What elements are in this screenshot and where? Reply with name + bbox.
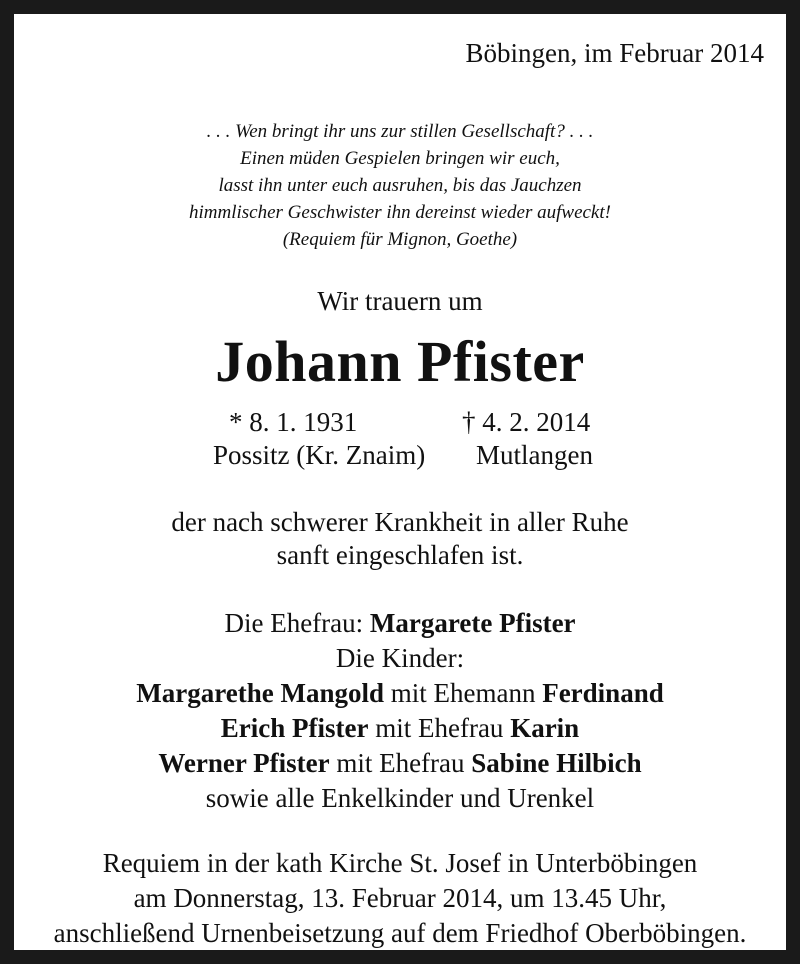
deceased-name: Johann Pfister [215,329,585,394]
child-spouse: Ferdinand [542,678,664,708]
mourning-intro: Wir trauern um [317,286,483,316]
grandchildren-line: sowie alle Enkelkinder und Urenkel [205,783,595,813]
poem-source: (Requiem für Mignon, Goethe) [282,229,518,250]
child-name: Werner Pfister [158,748,330,778]
poem-line: . . . Wen bringt ihr uns zur stillen Gesellschaft? . . . [206,121,594,142]
family-list [14,606,786,816]
death-date: † 4. 2. 2014 [462,407,591,437]
child-spouse: Karin [510,713,580,743]
child-relation: mit Ehefrau [336,748,465,778]
poem-line: Einen müden Gespielen bringen wir euch, [240,148,560,169]
service-line: anschließend Urnenbeisetzung auf dem Friedhof Oberböbingen. [53,918,747,948]
wife-line [14,606,786,641]
service-line: am Donnerstag, 13. Februar 2014, um 13.45 Uhr, [133,883,667,913]
child-relation: mit Ehemann [390,678,536,708]
child-line [14,746,786,781]
message-line: sanft eingeschlafen ist. [276,540,524,570]
death-message [14,506,786,572]
children-label: Die Kinder: [335,643,465,673]
poem-line: lasst ihn unter euch ausruhen, bis das Jauchzen [218,175,582,196]
poem-quote [14,118,786,253]
child-name: Erich Pfister [220,713,369,743]
birth-place: Possitz (Kr. Znaim) [213,440,426,470]
wife-label: Die Ehefrau: [224,608,364,638]
child-relation: mit Ehefrau [375,713,504,743]
message-line: der nach schwerer Krankheit in aller Ruhe [171,507,629,537]
birth-date: * 8. 1. 1931 [229,407,358,437]
child-line [14,676,786,711]
death-place: Mutlangen [476,440,593,470]
place-date: Böbingen, im Februar 2014 [465,38,764,68]
child-name: Margarethe Mangold [136,678,384,708]
service-details [14,846,786,951]
service-line: Requiem in der kath Kirche St. Josef in Unterböbingen [102,848,698,878]
child-line [14,711,786,746]
wife-name: Margarete Pfister [369,608,576,638]
poem-line: himmlischer Geschwister ihn dereinst wieder aufweckt! [189,202,611,223]
child-spouse: Sabine Hilbich [471,748,642,778]
